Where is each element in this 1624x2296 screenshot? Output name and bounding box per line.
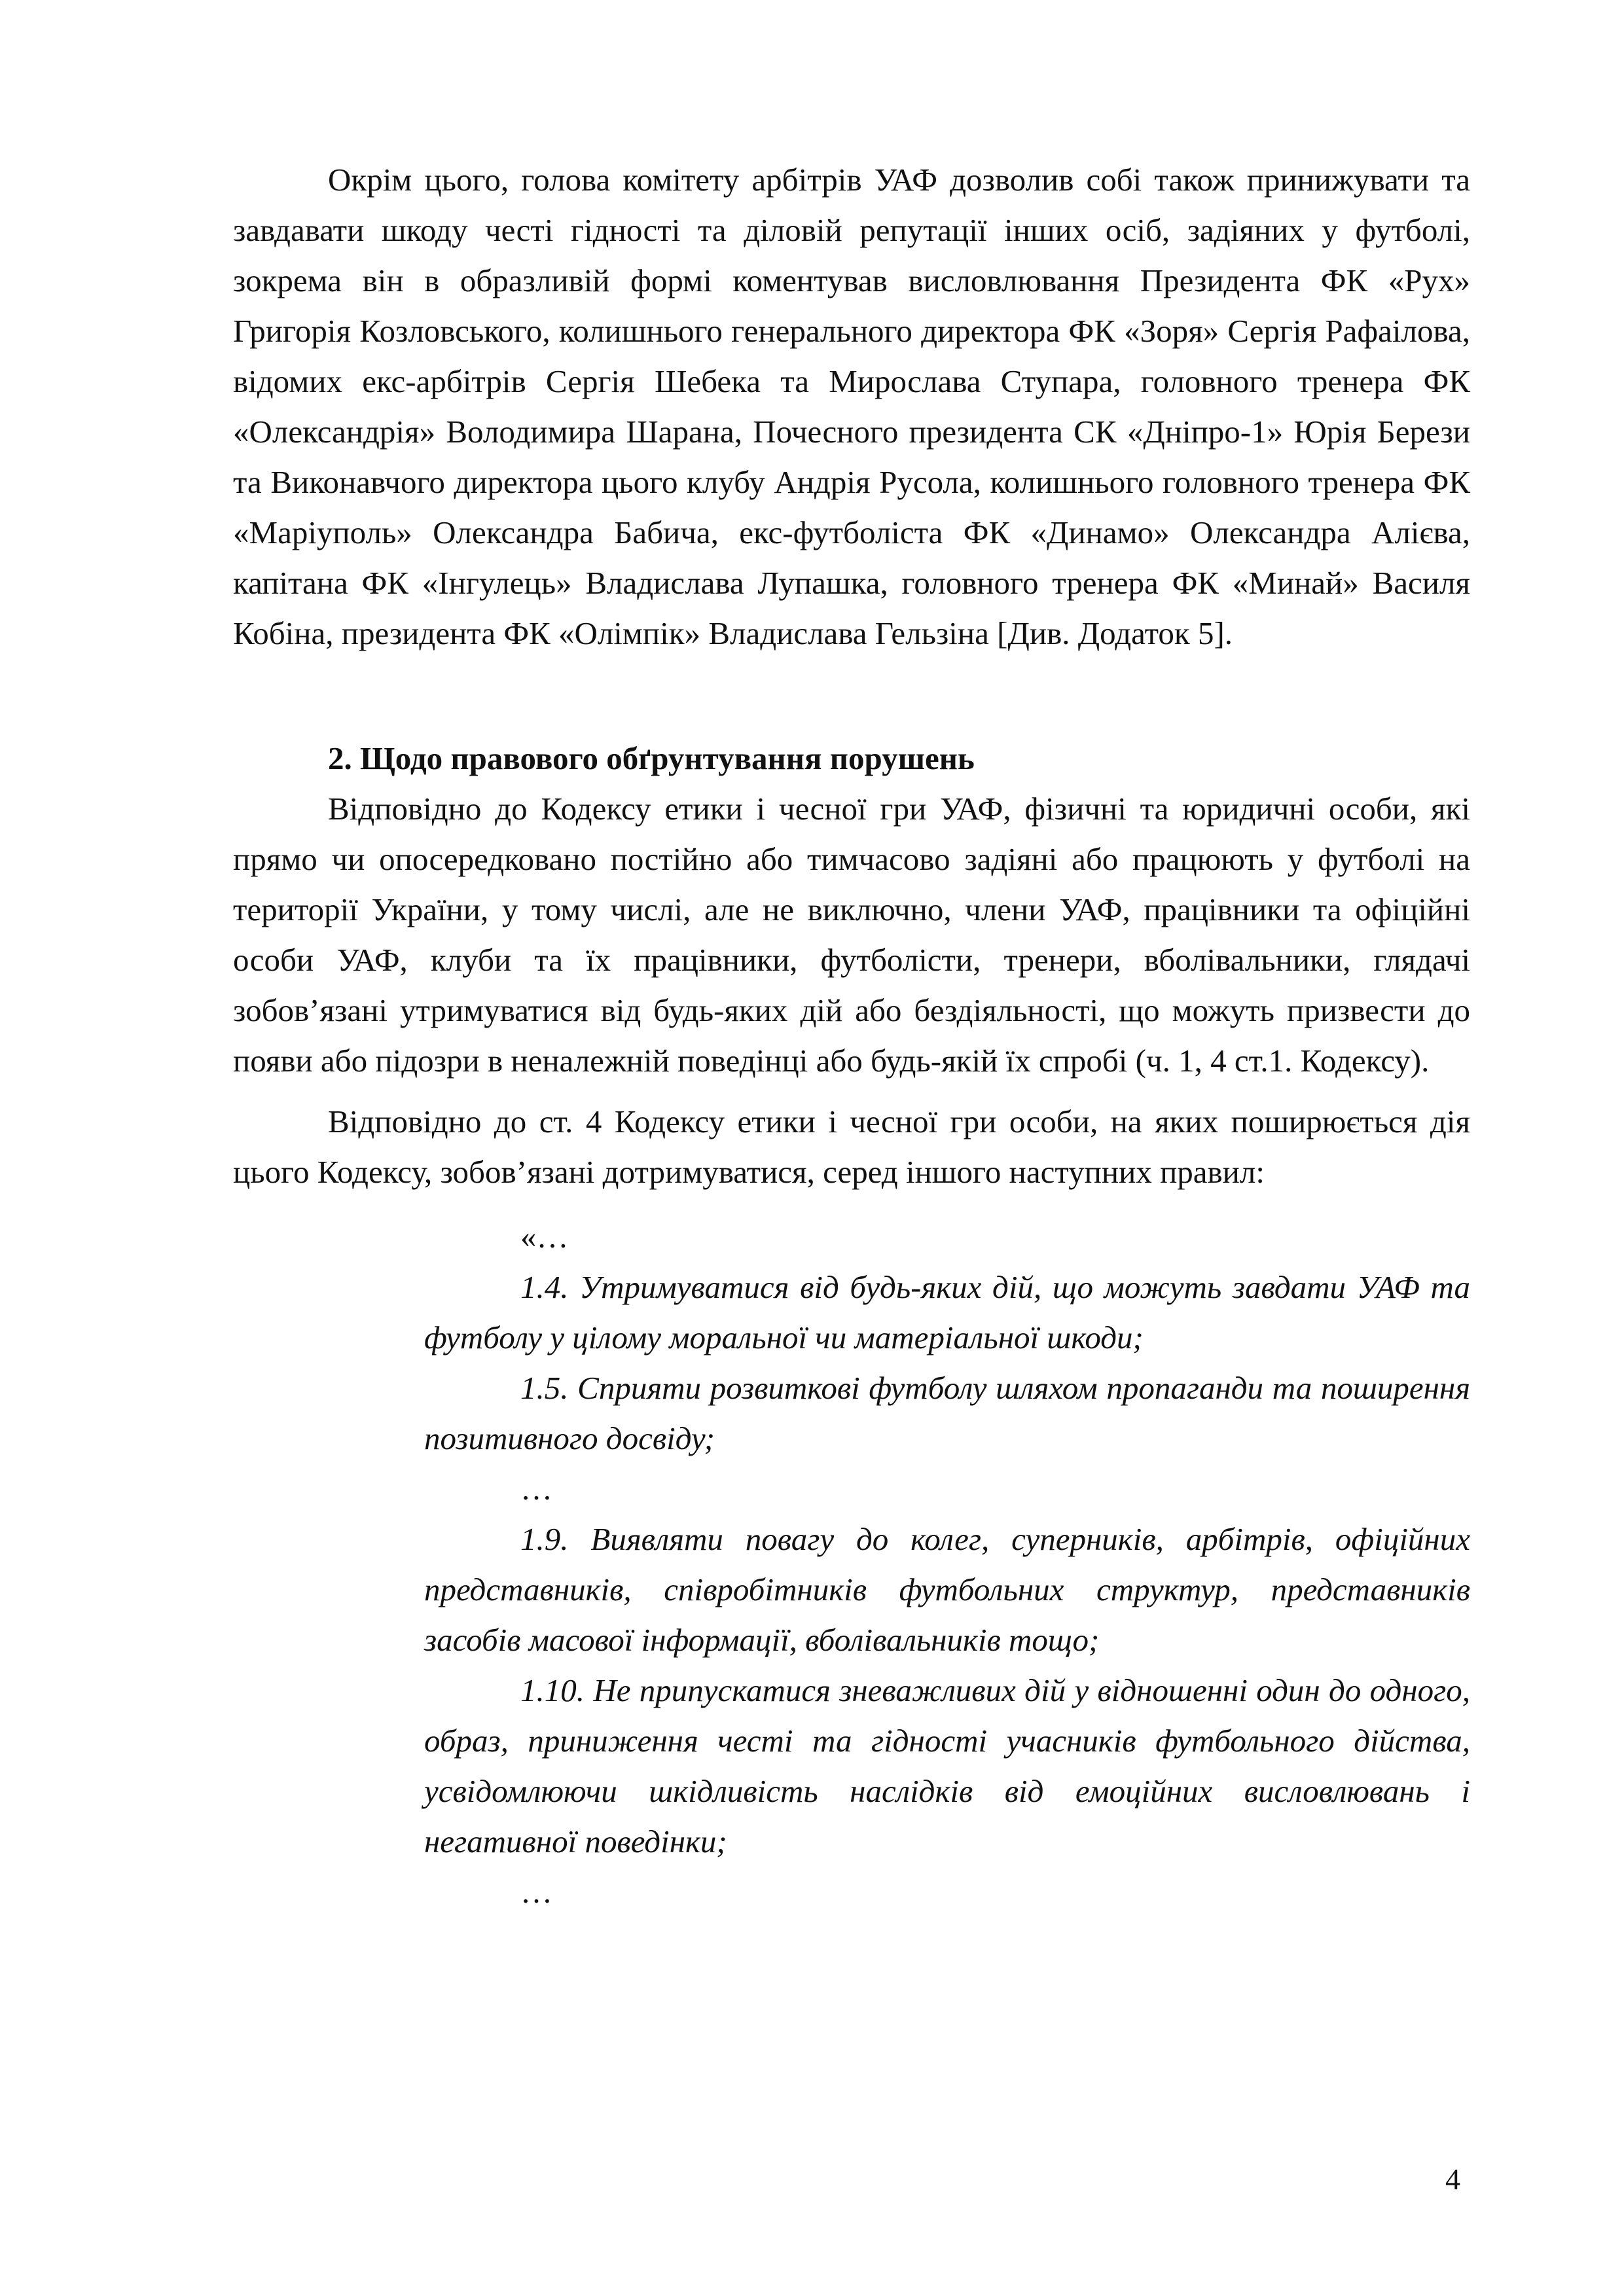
paragraph-arbiter-committee-criticism: Окрім цього, голова комітету арбітрів УАФ дозволив собі також принижувати та завдавати шкоду честі гідності та діловій репутації інших осіб, задіяних у футболі, зокрема він в образливій формі коментував висловлювання Президента ФК «Рух» Григорія Козловського, колишнього генерального директора ФК «Зоря» Сергія Рафаілова, відомих екс-арбітрів Сергія Шебека та Мирослава Ступара, головного тренера ФК «Олександрія» Володимира Шарана, Почесного президента СК «Дніпро-1» Юрія Берези та Виконавчого директора цього клубу Андрія Русола, колишнього головного тренера ФК «Маріуполь» Олександра Бабича, екс-футболіста ФК «Динамо» Олександра Алієва, капітана ФК «Інгулець» Владислава Лупашка, головного тренера ФК «Минай» Василя Кобіна, президента ФК «Олімпік» Владислава Гельзіна [Див. Додаток 5]. bbox=[233, 162, 1470, 651]
document-page bbox=[233, 154, 1470, 1917]
paragraph-ethics-code-scope: Відповідно до Кодексу етики і чесної гри УАФ, фізичні та юридичні особи, які прямо чи опосередковано постійно або тимчасово задіяні або працюють у футболі на території України, у тому числі, але не виключно, члени УАФ, працівники та офіційні особи УАФ, клуби та їх працівники, футболісти, тренери, вболівальники, глядачі зобов’язані утримуватися від будь-яких дій або бездіяльності, що можуть призвести до появи або підозри в неналежній поведінці або будь-якій їх спробі (ч. 1, 4 ст.1. Кодексу). bbox=[233, 791, 1470, 1079]
quote-rule-1-10: 1.10. Не припускатися зневажливих дій у відношенні один до одного, образ, приниження честі та гідності учасників футбольного дійства, усвідомлюючи шкідливість наслідків від емоційних висловлювань і негативної поведінки; bbox=[424, 1672, 1470, 1859]
quote-rule-1-5: 1.5. Сприяти розвиткові футболу шляхом пропаганди та поширення позитивного досвіду; bbox=[424, 1370, 1470, 1456]
section-heading-legal-basis: 2. Щодо правового обґрунтування порушень bbox=[328, 740, 975, 776]
paragraph-ethics-code-rules-intro: Відповідно до ст. 4 Кодексу етики і чесної гри особи, на яких поширюється дія цього Кодексу, зобов’язані дотримуватися, серед іншого наступних правил: bbox=[233, 1103, 1470, 1190]
page-number: 4 bbox=[1445, 2162, 1460, 2196]
quote-ellipsis: … bbox=[520, 1471, 552, 1507]
quote-ellipsis-end: … bbox=[520, 1874, 552, 1910]
quote-rule-1-4: 1.4. Утримуватися від будь-яких дій, що можуть завдати УАФ та футболу у цілому моральної чи матеріальної шкоди; bbox=[424, 1269, 1470, 1355]
quote-rule-1-9: 1.9. Виявляти повагу до колег, суперників, арбітрів, офіційних представників, співробітників футбольних структур, представників засобів масової інформації, вболівальників тощо; bbox=[424, 1521, 1470, 1658]
quote-open-ellipsis: «… bbox=[520, 1219, 569, 1255]
code-quote-block bbox=[424, 1211, 1470, 1917]
